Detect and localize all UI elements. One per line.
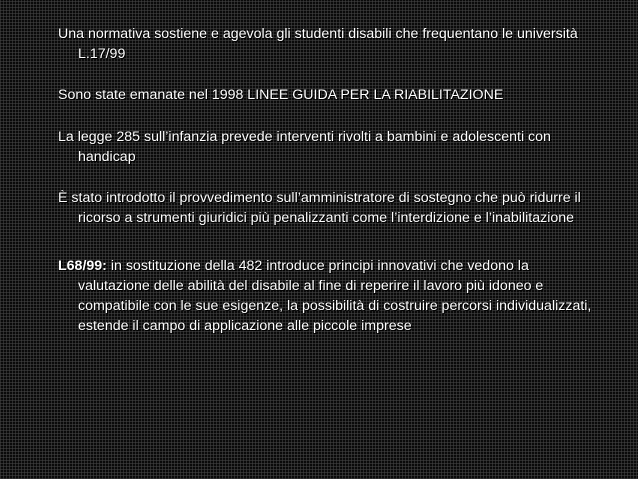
paragraph-text: Sono state emanate nel 1998 LINEE GUIDA PER LA RIABILITAZIONE	[58, 87, 504, 103]
paragraph-bold-label: L68/99:	[58, 258, 107, 274]
paragraph-law-17-99	[58, 24, 598, 64]
paragraph-text: La legge 285 sull’infanzia prevede interventi rivolti a bambini e adolescenti con handicap	[58, 129, 551, 165]
paragraph-text: Una normativa sostiene e agevola gli studenti disabili che frequentano le università L.17/99	[58, 26, 578, 62]
paragraph-guidelines-1998	[58, 85, 598, 105]
paragraph-law-285	[58, 127, 598, 167]
paragraph-law-68-99	[58, 256, 598, 336]
paragraph-support-administrator	[58, 188, 598, 228]
slide-content	[58, 24, 598, 357]
paragraph-text: in sostituzione della 482 introduce principi innovativi che vedono la valutazione delle abilità del disabile al fine di reperire il lavoro più idoneo e compatibile con le sue esigenze, la possibilità di costruire percorsi individualizzati, estende il campo di applicazione alle piccole imprese	[78, 258, 592, 334]
paragraph-text: È stato introdotto il provvedimento sull’amministratore di sostegno che può ridurre il ricorso a strumenti giuridici più penalizzanti come l’interdizione e l’inabilitazione	[58, 190, 581, 226]
